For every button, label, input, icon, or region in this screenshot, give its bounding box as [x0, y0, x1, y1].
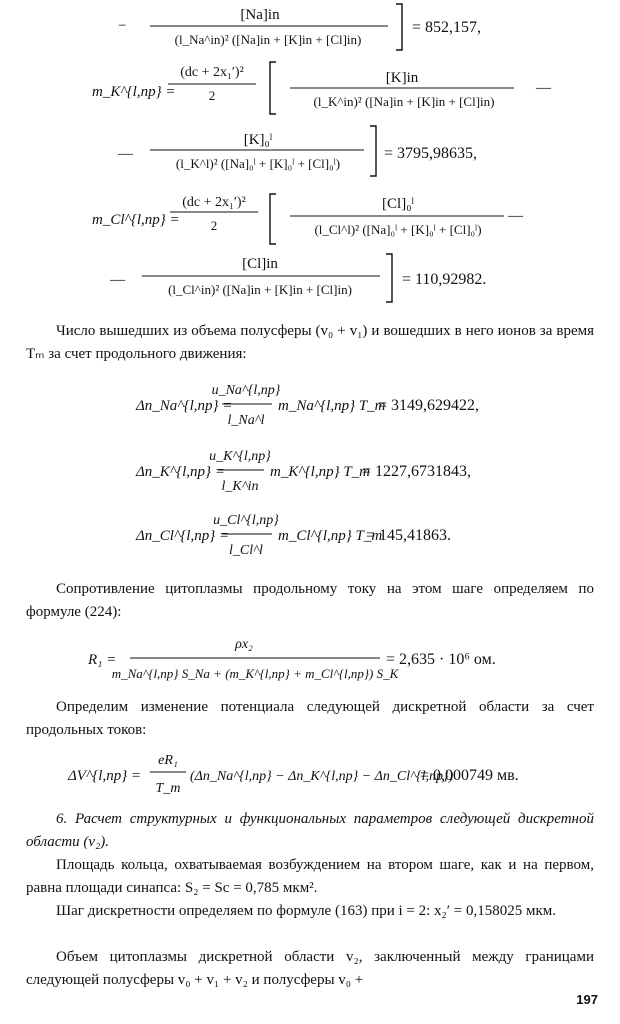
mna-result: = 852,157,: [412, 19, 482, 36]
dncl-tail: m_Cl^{l,пр} T_m: [278, 528, 383, 544]
dnna-result: = 3149,629422,: [378, 397, 480, 414]
dv-den: T_m: [155, 781, 181, 796]
svg-text:—: —: [536, 80, 551, 96]
r1-den: m_Na^{l,пр} S_Na + (m_K^{l,пр} + m_Cl^{l,пр}) S_K: [111, 666, 399, 681]
equation-mk: [0, 56, 620, 188]
svg-text:—: —: [508, 208, 523, 224]
paragraph-ions-count: Число вышедших из объема полусферы (v₀ + v₁) и вошедших в него ионов за время Tₘ за счет продольного движения:: [26, 323, 594, 362]
dnk-result: = 1227,6731843,: [362, 463, 472, 480]
dncl-num: u_Cl^{l,пр}: [213, 513, 279, 528]
mk-coef-den: 2: [208, 88, 216, 103]
mk-term1-num: [K]in: [385, 70, 419, 86]
dnk-den: l_K^in: [221, 479, 259, 494]
mcl-result: = 110,92982.: [402, 271, 487, 288]
dncl-result: = 145,41863.: [366, 527, 452, 544]
svg-text:−: −: [118, 18, 127, 34]
mcl-term2-den: (l_Cl^in)² ([Na]in + [K]in + [Cl]in): [168, 282, 352, 297]
dv-num: eR₁: [158, 753, 178, 768]
paragraph-discreteness-step: Шаг дискретности определяем по формуле (163) при i = 2: x₂′ = 0,158025 мкм.: [56, 903, 557, 919]
equation-mna-tail: [0, 0, 620, 56]
mk-term2-den: (l_K^l)² ([Na]₀ˡ + [K]₀ˡ + [Cl]₀ˡ): [175, 156, 341, 171]
mcl-coef-num: (dc + 2x₁′)²: [182, 195, 246, 210]
dnna-num: u_Na^{l,пр}: [211, 383, 281, 398]
paragraph-cytoplasm-volume: Объем цитоплазмы дискретной области v₂, заключенный между границами следующей полусферы v₀ + v₁ + v₂ и полусферы v₀ +: [26, 949, 594, 988]
svg-text:—: —: [118, 146, 133, 162]
section-6-heading: 6. Расчет структурных и функциональных параметров следующей дискретной области (v₂).: [26, 811, 594, 850]
r1-result: = 2,635 · 10⁶ ом.: [386, 651, 496, 668]
equation-dv: [0, 746, 620, 806]
mk-coef-num: (dc + 2x₁′)²: [180, 65, 244, 80]
equation-dn-k: [0, 440, 620, 504]
mk-result: = 3795,98635,: [384, 145, 478, 162]
mcl-term1-den: (l_Cl^l)² ([Na]₀ˡ + [K]₀ˡ + [Cl]₀ˡ): [314, 222, 482, 237]
mk-term2-num: [K]₀ˡ: [243, 132, 273, 148]
dnna-lhs: Δn_Na^{l,пр} =: [136, 398, 233, 414]
mcl-term1-num: [Cl]₀ˡ: [382, 196, 414, 212]
r1-num: ρx₂: [235, 637, 253, 652]
equation-mcl: [0, 188, 620, 312]
mna-denominator: (l_Na^in)² ([Na]in + [K]in + [Cl]in): [174, 32, 362, 47]
mna-numerator: [Na]in: [240, 7, 280, 23]
dv-lhs: ΔV^{l,пр} =: [68, 768, 142, 784]
mcl-term2-num: [Cl]in: [242, 256, 278, 272]
paragraph-resistance: Сопротивление цитоплазмы продольному току на этом шаге определяем по формуле (224):: [26, 581, 594, 620]
paragraph-ring-area: Площадь кольца, охватываемая возбуждением на втором шаге, как и на первом, равна площади синапса: S₂ = Sс = 0,785 мкм².: [26, 857, 594, 896]
equation-dn-na: [0, 374, 620, 438]
dncl-lhs: Δn_Cl^{l,пр} =: [136, 528, 230, 544]
dv-tail: (Δn_Na^{l,пр} − Δn_K^{l,пр} − Δn_Cl^{l,пр}): [190, 769, 454, 784]
mcl-coef-den: 2: [210, 218, 218, 233]
mk-lhs: m_K^{l,пр} =: [92, 84, 176, 100]
dnna-tail: m_Na^{l,пр} T_m: [278, 398, 386, 414]
dnk-num: u_K^{l,пр}: [209, 449, 271, 464]
equation-r1: [0, 630, 620, 690]
mcl-lhs: m_Cl^{l,пр} =: [92, 212, 180, 228]
r1-lhs: R₁ =: [88, 652, 117, 668]
dnk-lhs: Δn_K^{l,пр} =: [136, 464, 225, 480]
equation-dn-cl: [0, 504, 620, 568]
dnk-tail: m_K^{l,пр} T_m: [270, 464, 371, 480]
dncl-den: l_Cl^l: [229, 543, 263, 558]
dv-result: = 0,000749 мв.: [420, 767, 519, 784]
dnna-den: l_Na^l: [227, 413, 265, 428]
paragraph-potential: Определим изменение потенциала следующей дискретной области за счет продольных токов:: [26, 699, 594, 738]
mk-term1-den: (l_K^in)² ([Na]in + [K]in + [Cl]in): [313, 94, 495, 109]
page-number: 197: [576, 992, 598, 1007]
svg-text:—: —: [110, 272, 125, 288]
